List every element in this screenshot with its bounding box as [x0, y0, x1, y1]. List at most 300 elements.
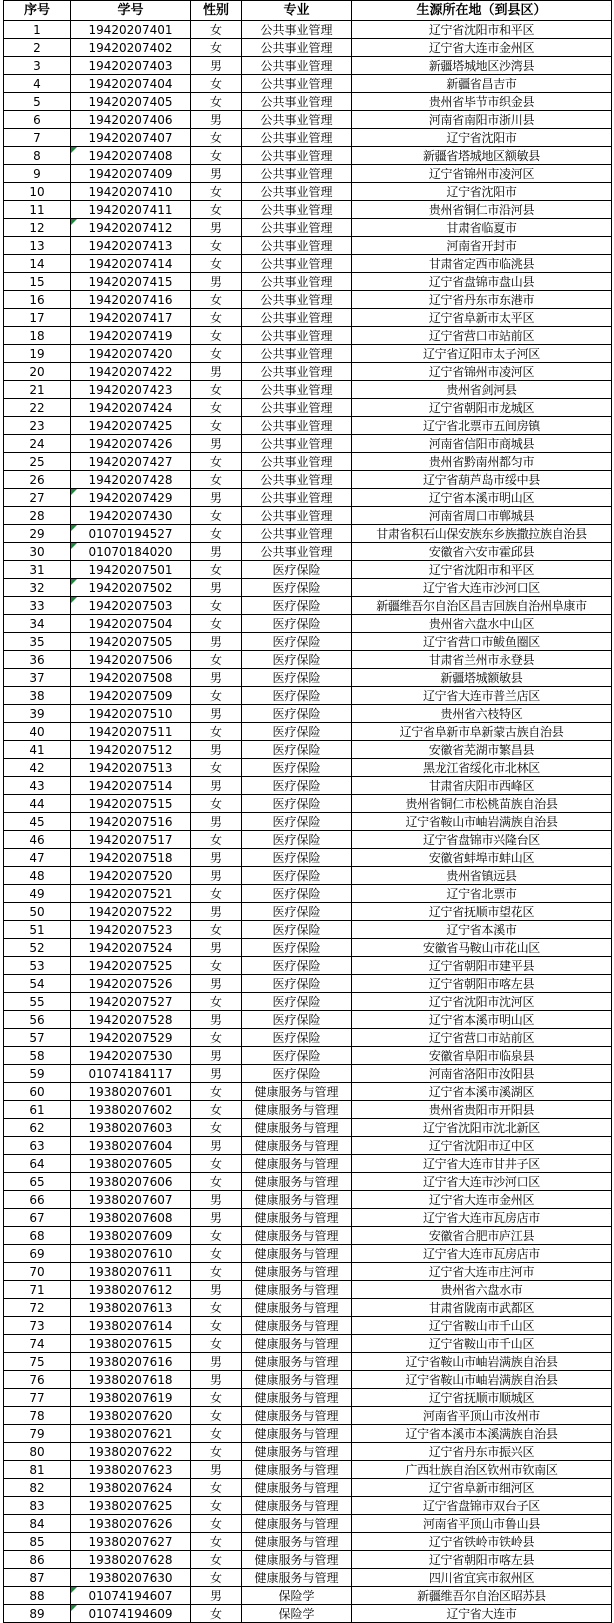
cell-origin[interactable]: [352, 813, 612, 831]
cell-no[interactable]: [4, 1479, 71, 1497]
cell-gender[interactable]: [191, 1281, 242, 1299]
cell-student-id[interactable]: [71, 687, 191, 705]
cell-major[interactable]: [242, 1119, 352, 1137]
cell-student-id[interactable]: [71, 1479, 191, 1497]
cell-student-id[interactable]: [71, 1173, 191, 1191]
cell-major[interactable]: [242, 183, 352, 201]
cell-major[interactable]: [242, 147, 352, 165]
cell-origin[interactable]: [352, 1137, 612, 1155]
cell-origin[interactable]: [352, 345, 612, 363]
cell-student-id[interactable]: [71, 345, 191, 363]
cell-gender[interactable]: [191, 561, 242, 579]
cell-origin[interactable]: [352, 1587, 612, 1605]
cell-no[interactable]: [4, 1209, 71, 1227]
cell-origin[interactable]: [352, 417, 612, 435]
cell-no[interactable]: [4, 651, 71, 669]
cell-student-id[interactable]: [71, 327, 191, 345]
cell-no[interactable]: [4, 723, 71, 741]
cell-gender[interactable]: [191, 777, 242, 795]
cell-student-id[interactable]: [71, 1533, 191, 1551]
cell-origin[interactable]: [352, 129, 612, 147]
cell-gender[interactable]: [191, 165, 242, 183]
cell-major[interactable]: [242, 1389, 352, 1407]
cell-student-id[interactable]: [71, 183, 191, 201]
cell-student-id[interactable]: [71, 309, 191, 327]
cell-gender[interactable]: [191, 975, 242, 993]
cell-major[interactable]: [242, 435, 352, 453]
cell-no[interactable]: [4, 165, 71, 183]
cell-origin[interactable]: [352, 1173, 612, 1191]
cell-major[interactable]: [242, 741, 352, 759]
cell-student-id[interactable]: [71, 21, 191, 39]
cell-gender[interactable]: [191, 75, 242, 93]
cell-student-id[interactable]: [71, 165, 191, 183]
cell-gender[interactable]: [191, 651, 242, 669]
cell-gender[interactable]: [191, 147, 242, 165]
cell-gender[interactable]: [191, 1569, 242, 1587]
cell-origin[interactable]: [352, 525, 612, 543]
cell-origin[interactable]: [352, 39, 612, 57]
cell-student-id[interactable]: [71, 255, 191, 273]
cell-student-id[interactable]: [71, 273, 191, 291]
cell-origin[interactable]: [352, 957, 612, 975]
cell-major[interactable]: [242, 1479, 352, 1497]
cell-no[interactable]: [4, 1299, 71, 1317]
cell-major[interactable]: [242, 327, 352, 345]
cell-gender[interactable]: [191, 219, 242, 237]
cell-no[interactable]: [4, 237, 71, 255]
cell-student-id[interactable]: [71, 39, 191, 57]
cell-origin[interactable]: [352, 435, 612, 453]
cell-major[interactable]: [242, 849, 352, 867]
cell-gender[interactable]: [191, 1173, 242, 1191]
cell-no[interactable]: [4, 345, 71, 363]
cell-major[interactable]: [242, 561, 352, 579]
cell-origin[interactable]: [352, 237, 612, 255]
cell-origin[interactable]: [352, 831, 612, 849]
cell-gender[interactable]: [191, 1587, 242, 1605]
cell-origin[interactable]: [352, 1407, 612, 1425]
cell-major[interactable]: [242, 795, 352, 813]
cell-gender[interactable]: [191, 183, 242, 201]
cell-student-id[interactable]: [71, 741, 191, 759]
cell-origin[interactable]: [352, 579, 612, 597]
cell-no[interactable]: [4, 867, 71, 885]
cell-origin[interactable]: [352, 489, 612, 507]
cell-gender[interactable]: [191, 687, 242, 705]
cell-no[interactable]: [4, 1155, 71, 1173]
cell-no[interactable]: [4, 795, 71, 813]
cell-major[interactable]: [242, 1299, 352, 1317]
cell-no[interactable]: [4, 111, 71, 129]
cell-no[interactable]: [4, 471, 71, 489]
cell-gender[interactable]: [191, 813, 242, 831]
cell-major[interactable]: [242, 1281, 352, 1299]
cell-student-id[interactable]: [71, 1605, 191, 1623]
cell-origin[interactable]: [352, 1245, 612, 1263]
cell-origin[interactable]: [352, 867, 612, 885]
cell-student-id[interactable]: [71, 75, 191, 93]
header-origin[interactable]: 生源所在地（到县区）: [352, 1, 612, 21]
cell-no[interactable]: [4, 1551, 71, 1569]
cell-no[interactable]: [4, 633, 71, 651]
cell-student-id[interactable]: [71, 1425, 191, 1443]
cell-student-id[interactable]: [71, 669, 191, 687]
cell-student-id[interactable]: [71, 1587, 191, 1605]
cell-no[interactable]: [4, 543, 71, 561]
cell-origin[interactable]: [352, 1497, 612, 1515]
cell-student-id[interactable]: [71, 453, 191, 471]
cell-origin[interactable]: [352, 1263, 612, 1281]
cell-no[interactable]: [4, 1191, 71, 1209]
cell-no[interactable]: [4, 705, 71, 723]
cell-student-id[interactable]: [71, 1065, 191, 1083]
cell-no[interactable]: [4, 381, 71, 399]
cell-student-id[interactable]: [71, 831, 191, 849]
cell-no[interactable]: [4, 1425, 71, 1443]
cell-gender[interactable]: [191, 885, 242, 903]
cell-no[interactable]: [4, 453, 71, 471]
cell-gender[interactable]: [191, 615, 242, 633]
cell-no[interactable]: [4, 1533, 71, 1551]
cell-origin[interactable]: [352, 975, 612, 993]
cell-origin[interactable]: [352, 93, 612, 111]
cell-major[interactable]: [242, 255, 352, 273]
cell-no[interactable]: [4, 759, 71, 777]
cell-origin[interactable]: [352, 705, 612, 723]
cell-origin[interactable]: [352, 1029, 612, 1047]
cell-gender[interactable]: [191, 939, 242, 957]
cell-gender[interactable]: [191, 1299, 242, 1317]
cell-gender[interactable]: [191, 795, 242, 813]
cell-gender[interactable]: [191, 291, 242, 309]
cell-origin[interactable]: [352, 1551, 612, 1569]
cell-no[interactable]: [4, 669, 71, 687]
cell-origin[interactable]: [352, 885, 612, 903]
cell-major[interactable]: [242, 1047, 352, 1065]
cell-student-id[interactable]: [71, 1155, 191, 1173]
cell-origin[interactable]: [352, 687, 612, 705]
cell-student-id[interactable]: [71, 597, 191, 615]
cell-origin[interactable]: [352, 561, 612, 579]
cell-origin[interactable]: [352, 615, 612, 633]
cell-gender[interactable]: [191, 849, 242, 867]
cell-major[interactable]: [242, 489, 352, 507]
cell-no[interactable]: [4, 1011, 71, 1029]
cell-major[interactable]: [242, 273, 352, 291]
cell-gender[interactable]: [191, 489, 242, 507]
cell-origin[interactable]: [352, 759, 612, 777]
cell-major[interactable]: [242, 1569, 352, 1587]
cell-origin[interactable]: [352, 669, 612, 687]
cell-origin[interactable]: [352, 903, 612, 921]
cell-student-id[interactable]: [71, 399, 191, 417]
cell-gender[interactable]: [191, 543, 242, 561]
cell-gender[interactable]: [191, 867, 242, 885]
cell-major[interactable]: [242, 687, 352, 705]
cell-major[interactable]: [242, 1407, 352, 1425]
cell-origin[interactable]: [352, 1047, 612, 1065]
cell-student-id[interactable]: [71, 1317, 191, 1335]
cell-major[interactable]: [242, 363, 352, 381]
cell-student-id[interactable]: [71, 921, 191, 939]
cell-origin[interactable]: [352, 723, 612, 741]
cell-major[interactable]: [242, 777, 352, 795]
cell-no[interactable]: [4, 489, 71, 507]
cell-major[interactable]: [242, 1551, 352, 1569]
cell-origin[interactable]: [352, 1119, 612, 1137]
cell-gender[interactable]: [191, 255, 242, 273]
cell-no[interactable]: [4, 1083, 71, 1101]
cell-student-id[interactable]: [71, 1299, 191, 1317]
cell-student-id[interactable]: [71, 1227, 191, 1245]
cell-no[interactable]: [4, 903, 71, 921]
cell-student-id[interactable]: [71, 777, 191, 795]
cell-major[interactable]: [242, 1065, 352, 1083]
cell-no[interactable]: [4, 1263, 71, 1281]
cell-major[interactable]: [242, 1191, 352, 1209]
cell-student-id[interactable]: [71, 903, 191, 921]
cell-student-id[interactable]: [71, 1353, 191, 1371]
cell-student-id[interactable]: [71, 939, 191, 957]
cell-origin[interactable]: [352, 1353, 612, 1371]
cell-no[interactable]: [4, 687, 71, 705]
cell-origin[interactable]: [352, 291, 612, 309]
cell-major[interactable]: [242, 1587, 352, 1605]
cell-gender[interactable]: [191, 1119, 242, 1137]
cell-major[interactable]: [242, 507, 352, 525]
cell-gender[interactable]: [191, 1263, 242, 1281]
cell-gender[interactable]: [191, 957, 242, 975]
cell-major[interactable]: [242, 309, 352, 327]
cell-origin[interactable]: [352, 777, 612, 795]
cell-gender[interactable]: [191, 633, 242, 651]
cell-no[interactable]: [4, 993, 71, 1011]
cell-student-id[interactable]: [71, 1497, 191, 1515]
cell-student-id[interactable]: [71, 615, 191, 633]
cell-origin[interactable]: [352, 399, 612, 417]
cell-major[interactable]: [242, 903, 352, 921]
cell-no[interactable]: [4, 777, 71, 795]
cell-no[interactable]: [4, 1587, 71, 1605]
cell-student-id[interactable]: [71, 633, 191, 651]
cell-no[interactable]: [4, 201, 71, 219]
cell-no[interactable]: [4, 1353, 71, 1371]
cell-major[interactable]: [242, 21, 352, 39]
cell-no[interactable]: [4, 255, 71, 273]
cell-origin[interactable]: [352, 327, 612, 345]
cell-no[interactable]: [4, 1407, 71, 1425]
cell-origin[interactable]: [352, 1371, 612, 1389]
cell-student-id[interactable]: [71, 1569, 191, 1587]
cell-no[interactable]: [4, 525, 71, 543]
cell-origin[interactable]: [352, 255, 612, 273]
cell-gender[interactable]: [191, 417, 242, 435]
cell-gender[interactable]: [191, 201, 242, 219]
cell-origin[interactable]: [352, 147, 612, 165]
cell-gender[interactable]: [191, 1317, 242, 1335]
cell-gender[interactable]: [191, 93, 242, 111]
cell-gender[interactable]: [191, 1605, 242, 1623]
cell-gender[interactable]: [191, 723, 242, 741]
cell-no[interactable]: [4, 1137, 71, 1155]
cell-origin[interactable]: [352, 75, 612, 93]
cell-origin[interactable]: [352, 1065, 612, 1083]
cell-no[interactable]: [4, 129, 71, 147]
cell-major[interactable]: [242, 75, 352, 93]
cell-gender[interactable]: [191, 507, 242, 525]
cell-student-id[interactable]: [71, 1371, 191, 1389]
cell-gender[interactable]: [191, 309, 242, 327]
cell-gender[interactable]: [191, 1443, 242, 1461]
cell-student-id[interactable]: [71, 1551, 191, 1569]
cell-student-id[interactable]: [71, 417, 191, 435]
cell-major[interactable]: [242, 1263, 352, 1281]
cell-gender[interactable]: [191, 921, 242, 939]
cell-no[interactable]: [4, 885, 71, 903]
cell-no[interactable]: [4, 1605, 71, 1623]
cell-origin[interactable]: [352, 471, 612, 489]
cell-student-id[interactable]: [71, 363, 191, 381]
cell-gender[interactable]: [191, 1353, 242, 1371]
cell-student-id[interactable]: [71, 849, 191, 867]
cell-no[interactable]: [4, 1101, 71, 1119]
cell-origin[interactable]: [352, 165, 612, 183]
cell-no[interactable]: [4, 1497, 71, 1515]
cell-gender[interactable]: [191, 525, 242, 543]
cell-gender[interactable]: [191, 1335, 242, 1353]
cell-no[interactable]: [4, 849, 71, 867]
cell-no[interactable]: [4, 1029, 71, 1047]
cell-gender[interactable]: [191, 1227, 242, 1245]
cell-gender[interactable]: [191, 1083, 242, 1101]
cell-gender[interactable]: [191, 1011, 242, 1029]
cell-no[interactable]: [4, 39, 71, 57]
cell-gender[interactable]: [191, 21, 242, 39]
cell-origin[interactable]: [352, 1425, 612, 1443]
cell-student-id[interactable]: [71, 93, 191, 111]
header-no[interactable]: 序号: [4, 1, 71, 21]
cell-major[interactable]: [242, 453, 352, 471]
cell-origin[interactable]: [352, 1515, 612, 1533]
cell-major[interactable]: [242, 1209, 352, 1227]
cell-no[interactable]: [4, 57, 71, 75]
header-gender[interactable]: 性别: [191, 1, 242, 21]
cell-no[interactable]: [4, 273, 71, 291]
cell-no[interactable]: [4, 21, 71, 39]
cell-gender[interactable]: [191, 1209, 242, 1227]
cell-no[interactable]: [4, 939, 71, 957]
cell-gender[interactable]: [191, 1533, 242, 1551]
cell-major[interactable]: [242, 219, 352, 237]
cell-origin[interactable]: [352, 507, 612, 525]
cell-origin[interactable]: [352, 1191, 612, 1209]
cell-no[interactable]: [4, 1065, 71, 1083]
cell-student-id[interactable]: [71, 435, 191, 453]
cell-no[interactable]: [4, 615, 71, 633]
cell-major[interactable]: [242, 93, 352, 111]
cell-major[interactable]: [242, 291, 352, 309]
cell-major[interactable]: [242, 993, 352, 1011]
cell-origin[interactable]: [352, 741, 612, 759]
cell-major[interactable]: [242, 1605, 352, 1623]
cell-major[interactable]: [242, 1083, 352, 1101]
cell-student-id[interactable]: [71, 1083, 191, 1101]
cell-student-id[interactable]: [71, 1191, 191, 1209]
cell-no[interactable]: [4, 579, 71, 597]
cell-origin[interactable]: [352, 1317, 612, 1335]
cell-student-id[interactable]: [71, 219, 191, 237]
cell-student-id[interactable]: [71, 975, 191, 993]
cell-student-id[interactable]: [71, 291, 191, 309]
cell-gender[interactable]: [191, 1407, 242, 1425]
cell-gender[interactable]: [191, 1101, 242, 1119]
cell-no[interactable]: [4, 921, 71, 939]
cell-origin[interactable]: [352, 453, 612, 471]
cell-student-id[interactable]: [71, 1461, 191, 1479]
cell-no[interactable]: [4, 1281, 71, 1299]
cell-no[interactable]: [4, 75, 71, 93]
cell-gender[interactable]: [191, 759, 242, 777]
cell-student-id[interactable]: [71, 1263, 191, 1281]
cell-major[interactable]: [242, 615, 352, 633]
cell-student-id[interactable]: [71, 1407, 191, 1425]
cell-major[interactable]: [242, 237, 352, 255]
cell-major[interactable]: [242, 759, 352, 777]
cell-student-id[interactable]: [71, 1137, 191, 1155]
cell-gender[interactable]: [191, 471, 242, 489]
cell-major[interactable]: [242, 921, 352, 939]
cell-major[interactable]: [242, 1371, 352, 1389]
cell-origin[interactable]: [352, 1101, 612, 1119]
cell-origin[interactable]: [352, 363, 612, 381]
cell-origin[interactable]: [352, 381, 612, 399]
cell-no[interactable]: [4, 561, 71, 579]
cell-gender[interactable]: [191, 1371, 242, 1389]
cell-origin[interactable]: [352, 1335, 612, 1353]
cell-gender[interactable]: [191, 273, 242, 291]
cell-gender[interactable]: [191, 399, 242, 417]
cell-student-id[interactable]: [71, 795, 191, 813]
cell-gender[interactable]: [191, 669, 242, 687]
cell-origin[interactable]: [352, 1209, 612, 1227]
cell-major[interactable]: [242, 525, 352, 543]
cell-origin[interactable]: [352, 273, 612, 291]
cell-student-id[interactable]: [71, 381, 191, 399]
cell-origin[interactable]: [352, 1083, 612, 1101]
cell-no[interactable]: [4, 1443, 71, 1461]
cell-no[interactable]: [4, 435, 71, 453]
cell-no[interactable]: [4, 1371, 71, 1389]
cell-major[interactable]: [242, 579, 352, 597]
cell-origin[interactable]: [352, 1227, 612, 1245]
cell-student-id[interactable]: [71, 1443, 191, 1461]
cell-gender[interactable]: [191, 831, 242, 849]
cell-origin[interactable]: [352, 633, 612, 651]
header-major[interactable]: 专业: [242, 1, 352, 21]
cell-student-id[interactable]: [71, 1209, 191, 1227]
cell-student-id[interactable]: [71, 813, 191, 831]
cell-student-id[interactable]: [71, 237, 191, 255]
cell-gender[interactable]: [191, 345, 242, 363]
cell-major[interactable]: [242, 1533, 352, 1551]
cell-gender[interactable]: [191, 1155, 242, 1173]
cell-no[interactable]: [4, 813, 71, 831]
cell-origin[interactable]: [352, 1461, 612, 1479]
cell-gender[interactable]: [191, 129, 242, 147]
cell-no[interactable]: [4, 1047, 71, 1065]
cell-student-id[interactable]: [71, 957, 191, 975]
